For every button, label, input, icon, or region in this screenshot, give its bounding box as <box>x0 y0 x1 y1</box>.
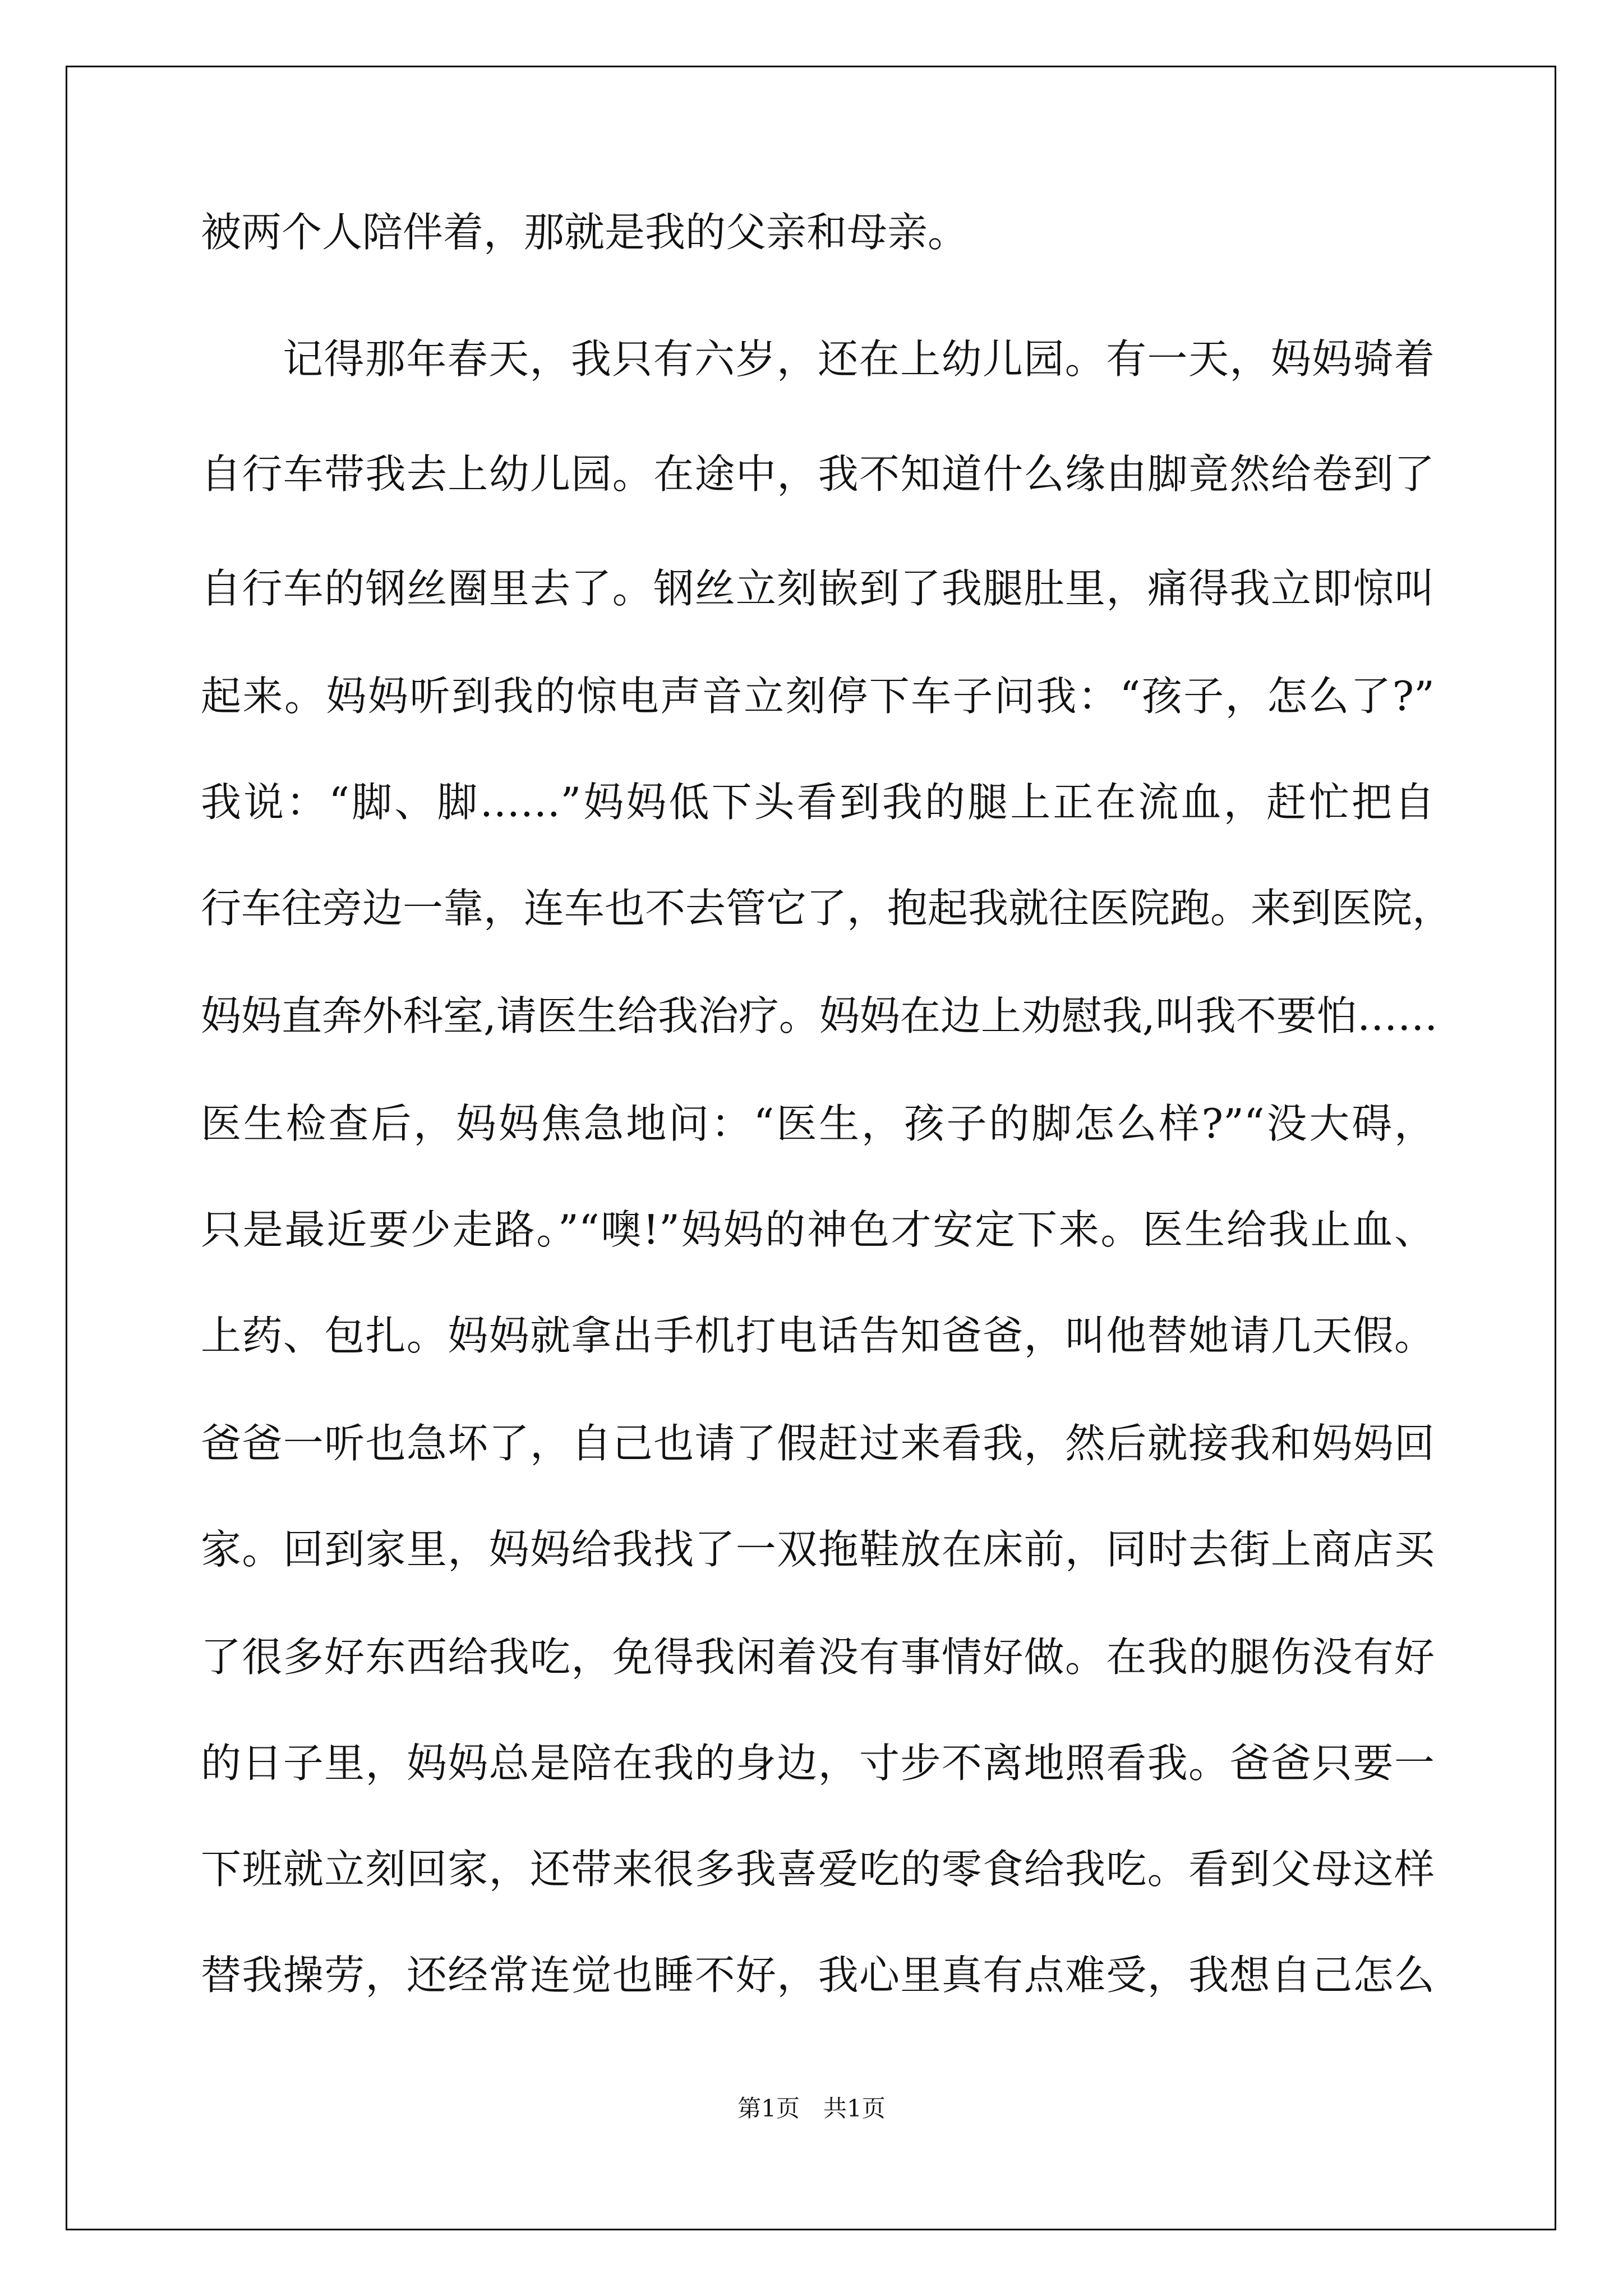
page-number-footer: 第1页 共1页 <box>737 2095 886 2122</box>
text-line: 爸爸一听也急坏了，自己也请了假赶过来看我，然后就接我和妈妈回 <box>201 1420 1435 1467</box>
text-line: 自行车带我去上幼儿园。在途中，我不知道什么缘由脚竟然给卷到了 <box>201 450 1435 498</box>
page-border <box>66 66 1556 2230</box>
text-line: 的日子里，妈妈总是陪在我的身边，寸步不离地照看我。爸爸只要一 <box>201 1740 1435 1787</box>
text-line: 上药、包扎。妈妈就拿出手机打电话告知爸爸，叫他替她请几天假。 <box>201 1312 1435 1359</box>
text-line: 自行车的钢丝圈里去了。钢丝立刻嵌到了我腿肚里，痛得我立即惊叫 <box>201 565 1435 612</box>
text-line: 医生检查后，妈妈焦急地问：“医生，孩子的脚怎么样?”“没大碍， <box>201 1100 1435 1147</box>
text-line: 替我操劳，还经常连觉也睡不好，我心里真有点难受，我想自己怎么 <box>201 1952 1435 1999</box>
text-line: 家。回到家里，妈妈给我找了一双拖鞋放在床前，同时去街上商店买 <box>201 1526 1435 1573</box>
text-line: 只是最近要少走路。”“噢!”妈妈的神色才安定下来。医生给我止血、 <box>201 1206 1435 1253</box>
paragraph-first-line: 记得那年春天，我只有六岁，还在上幼儿园。有一天，妈妈骑着 <box>283 335 1435 383</box>
text-line: 我说：“脚、脚……”妈妈低下头看到我的腿上正在流血，赶忙把自 <box>201 779 1435 826</box>
text-line: 了很多好东西给我吃，免得我闲着没有事情好做。在我的腿伤没有好 <box>201 1634 1435 1681</box>
text-line: 妈妈直奔外科室,请医生给我治疗。妈妈在边上劝慰我,叫我不要怕…… <box>201 992 1438 1039</box>
text-line: 下班就立刻回家，还带来很多我喜爱吃的零食给我吃。看到父母这样 <box>201 1846 1435 1893</box>
text-line: 行车往旁边一靠，连车也不去管它了，抱起我就往医院跑。来到医院， <box>201 885 1453 932</box>
text-line: 被两个人陪伴着，那就是我的父亲和母亲。 <box>201 209 969 256</box>
text-line: 起来。妈妈听到我的惊电声音立刻停下车子问我：“孩子，怎么了?” <box>201 673 1435 720</box>
